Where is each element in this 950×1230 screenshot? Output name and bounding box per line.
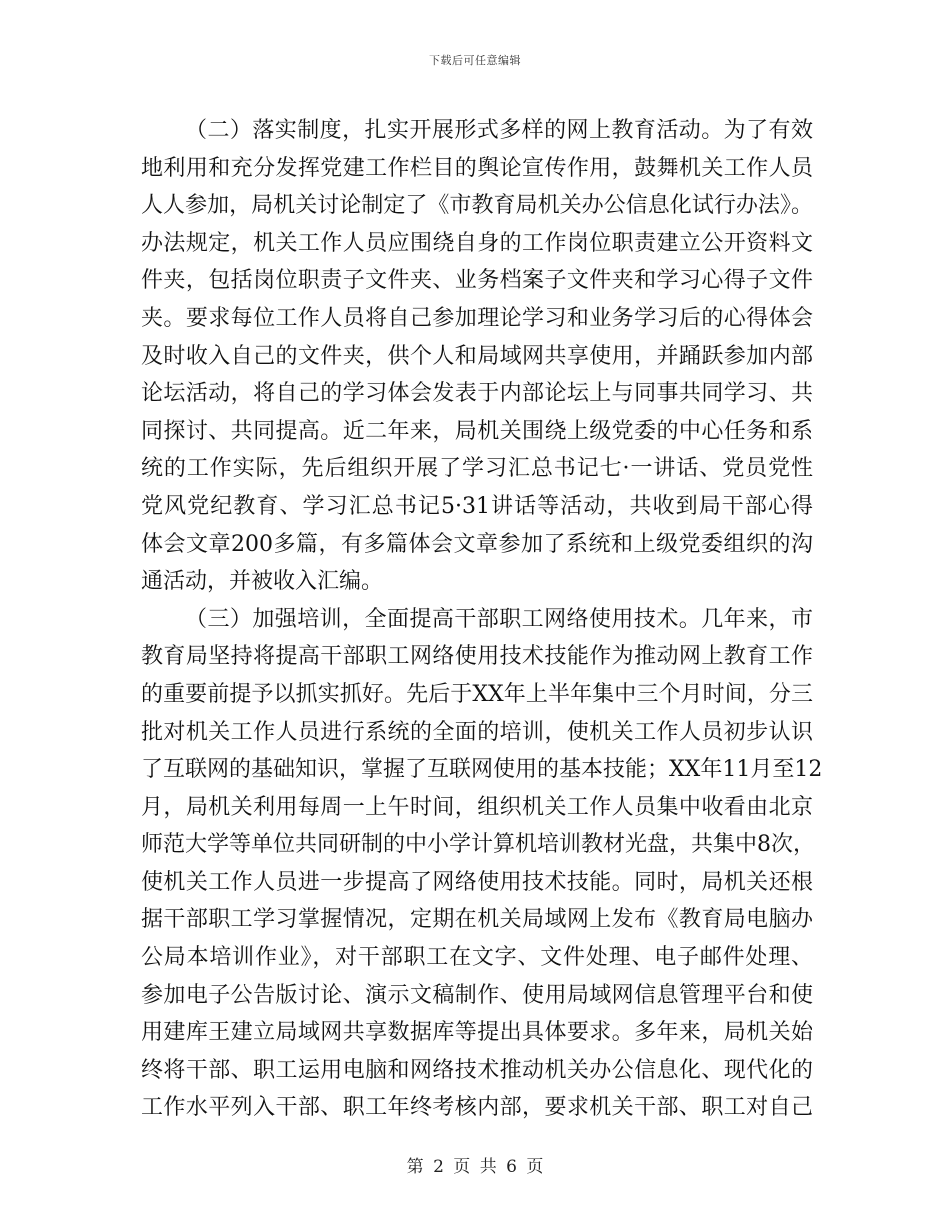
paragraph-line: 党风党纪教育、学习汇总书记5·31讲话等活动，共收到局干部心得: [141, 493, 813, 519]
paragraph-line: 教育局坚持将提高干部职工网络使用技术技能作为推动网上教育工作: [141, 644, 813, 670]
paragraph-line: 用建库王建立局域网共享数据库等提出具体要求。多年来，局机关始: [141, 1020, 813, 1046]
paragraph-line: （三）加强培训，全面提高干部职工网络使用技术。几年来，市: [185, 606, 813, 632]
document-body: [141, 112, 823, 1127]
paragraph-line: 同探讨、共同提高。近二年来，局机关围绕上级党委的中心任务和系: [141, 418, 813, 444]
paragraph-line: 使机关工作人员进一步提高了网络使用技术技能。同时，局机关还根: [141, 869, 813, 895]
paragraph-line: 工作水平列入干部、职工年终考核内部，要求机关干部、职工对自己: [141, 1095, 813, 1121]
paragraph-line: 夹。要求每位工作人员将自己参加理论学习和业务学习后的心得体会: [141, 305, 813, 331]
paragraph-line: 论坛活动，将自己的学习体会发表于内部论坛上与同事共同学习、共: [141, 381, 813, 407]
paragraph-line: 及时收入自己的文件夹，供个人和局域网共享使用，并踊跃参加内部: [141, 343, 813, 369]
paragraph-3: [141, 601, 823, 1127]
paragraph-line: 师范大学等单位共同研制的中小学计算机培训教材光盘，共集中8次，: [141, 832, 815, 858]
paragraph-line: 地利用和充分发挥党建工作栏目的舆论宣传作用，鼓舞机关工作人员: [141, 155, 813, 181]
paragraph-line: 的重要前提予以抓实抓好。先后于XX年上半年集中三个月时间，分三: [141, 681, 813, 707]
paragraph-line: 终将干部、职工运用电脑和网络技术推动机关办公信息化、现代化的: [141, 1057, 813, 1083]
paragraph-line: 体会文章200多篇，有多篇体会文章参加了系统和上级党委组织的沟: [141, 531, 813, 557]
paragraph-2: [141, 112, 813, 601]
paragraph-line: 批对机关工作人员进行系统的全面的培训，使机关工作人员初步认识: [141, 719, 813, 745]
paragraph-line: 公局本培训作业》，对干部职工在文字、文件处理、电子邮件处理、: [141, 945, 813, 971]
paragraph-line: 件夹，包括岗位职责子文件夹、业务档案子文件夹和学习心得子文件: [141, 268, 813, 294]
paragraph-line: （二）落实制度，扎实开展形式多样的网上教育活动。为了有效: [185, 118, 813, 143]
paragraph-line: 统的工作实际，先后组织开展了学习汇总书记七·一讲话、党员党性: [141, 456, 813, 482]
paragraph-line: 通活动，并被收入汇编。: [141, 569, 384, 595]
paragraph-line: 据干部职工学习掌握情况，定期在机关局域网上发布《教育局电脑办: [141, 907, 813, 933]
page-number-footer: 第 2 页 共 6 页: [406, 1157, 544, 1177]
paragraph-line: 了互联网的基础知识，掌握了互联网使用的基本技能；XX年11月至12: [141, 757, 823, 783]
paragraph-line: 人人参加，局机关讨论制定了《市教育局机关办公信息化试行办法》。: [141, 193, 813, 219]
page-header: 下载后可任意编辑: [429, 54, 521, 67]
paragraph-line: 参加电子公告版讨论、演示文稿制作、使用局域网信息管理平台和使: [141, 982, 813, 1008]
paragraph-line: 月，局机关利用每周一上午时间，组织机关工作人员集中收看由北京: [141, 794, 813, 820]
paragraph-line: 办法规定，机关工作人员应围绕自身的工作岗位职责建立公开资料文: [141, 230, 813, 256]
